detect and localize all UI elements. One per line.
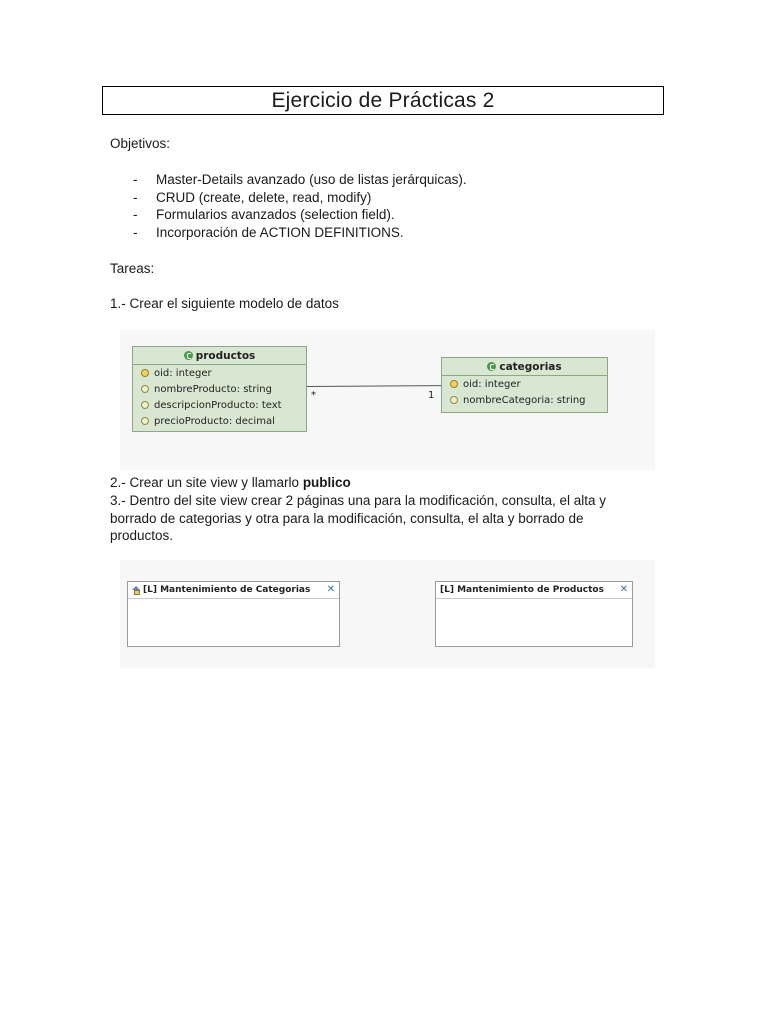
bullet-dash: -	[133, 172, 138, 187]
attribute-icon	[141, 417, 149, 425]
page-header	[128, 582, 339, 599]
objetivos-label: Objetivos:	[110, 136, 171, 151]
entity-name: categorias	[499, 360, 562, 373]
attribute-text: precioProducto: decimal	[154, 415, 275, 427]
attribute-row	[133, 397, 306, 413]
pages-diagram	[120, 560, 655, 668]
tarea-3-line-2: borrado de categorias y otra para la modificación, consulta, el alta y borrado de	[110, 511, 584, 526]
entity-header	[442, 358, 607, 376]
objetivos-list	[133, 171, 467, 242]
page-mantenimiento-categorias	[127, 581, 340, 647]
attribute-icon	[141, 385, 149, 393]
page-header	[436, 582, 632, 599]
tarea-2-bold: publico	[302, 475, 351, 490]
close-icon: ✕	[619, 584, 628, 595]
bullet-dash: -	[133, 189, 138, 205]
entity-icon	[184, 351, 193, 360]
attribute-text: nombreCategoria: string	[463, 394, 586, 406]
bullet-dash: -	[133, 225, 138, 241]
tarea-1: 1.- Crear el siguiente modelo de datos	[110, 296, 339, 311]
attribute-icon	[450, 396, 458, 404]
close-icon: ✕	[326, 584, 335, 595]
page-mantenimiento-productos	[435, 581, 633, 647]
attribute-icon	[141, 401, 149, 409]
tarea-2-text: 2.- Crear un site view y llamarlo	[110, 475, 303, 490]
page-title: Ejercicio de Prácticas 2	[271, 88, 495, 112]
attribute-text: descripcionProducto: text	[154, 399, 282, 411]
multiplicity-left: *	[311, 390, 316, 401]
tareas-label: Tareas:	[110, 261, 155, 276]
attribute-text: oid: integer	[154, 367, 212, 379]
list-item-text: Formularios avanzados (selection field).	[156, 207, 395, 223]
data-model-diagram	[120, 330, 655, 470]
tarea-3-line-1: 3.- Dentro del site view crear 2 páginas una para la modificación, consulta, el alta y	[110, 493, 607, 508]
title-box	[102, 86, 664, 115]
key-attribute-icon	[141, 369, 149, 377]
entity-productos	[132, 346, 307, 432]
page-title-left: [L] Mantenimiento de Categorias	[143, 585, 311, 595]
list-item-text: Master-Details avanzado (uso de listas jerárquicas).	[156, 172, 467, 187]
attribute-row	[442, 392, 607, 408]
list-item-text: Incorporación de ACTION DEFINITIONS.	[156, 225, 404, 241]
page-title-right: [L] Mantenimiento de Productos	[440, 585, 604, 595]
entity-name: productos	[195, 349, 256, 362]
relationship-line	[307, 385, 441, 387]
key-attribute-icon	[450, 380, 458, 388]
attribute-row	[133, 381, 306, 397]
multiplicity-right: 1	[428, 390, 435, 401]
attribute-row	[133, 365, 306, 381]
attribute-text: nombreProducto: string	[154, 383, 272, 395]
entity-icon	[487, 362, 496, 371]
list-item	[133, 171, 467, 189]
attribute-text: oid: integer	[463, 378, 521, 390]
attribute-row	[133, 413, 306, 429]
list-item	[133, 206, 467, 224]
list-item	[133, 189, 467, 207]
tarea-3-line-3: productos.	[110, 528, 174, 543]
home-icon	[132, 586, 141, 595]
attribute-row	[442, 376, 607, 392]
tarea-2	[110, 474, 351, 492]
entity-categorias	[441, 357, 608, 413]
entity-header	[133, 347, 306, 365]
list-item-text: CRUD (create, delete, read, modify)	[156, 189, 372, 205]
bullet-dash: -	[133, 207, 138, 223]
list-item	[133, 224, 467, 242]
